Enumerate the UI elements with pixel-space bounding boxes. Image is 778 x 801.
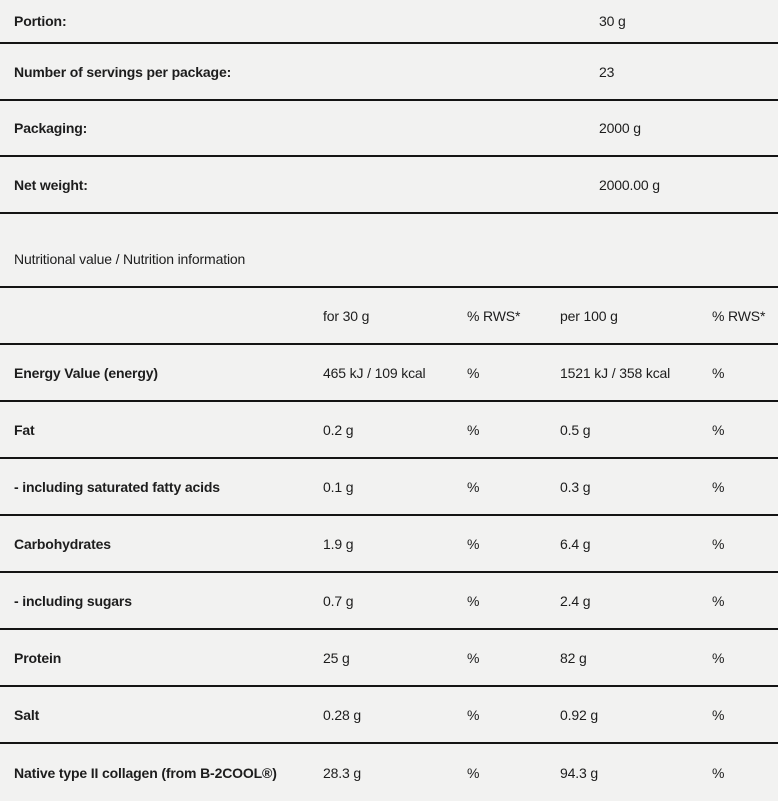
nutrient-rws-100g: % (712, 364, 725, 381)
nutrient-label: Energy Value (energy) (14, 364, 158, 381)
nutrient-value-per-portion: 25 g (323, 649, 350, 666)
nutrition-header-row (0, 288, 778, 345)
section-gap (0, 214, 778, 231)
nutrient-rws-100g: % (712, 478, 725, 495)
nutrient-rws-portion: % (467, 706, 480, 723)
nutrient-rws-100g: % (712, 421, 725, 438)
nutrient-rws-portion: % (467, 649, 480, 666)
nutrient-label: Salt (14, 706, 40, 723)
info-label: Number of servings per package: (14, 63, 232, 80)
nutrient-label: Protein (14, 649, 62, 666)
nutrition-row-protein (0, 630, 778, 687)
nutrition-row-sugars (0, 573, 778, 630)
info-value: 30 g (599, 13, 626, 29)
nutrient-rws-portion: % (467, 478, 480, 495)
info-value: 23 (599, 63, 615, 80)
nutrient-rws-portion: % (467, 535, 480, 552)
nutrient-rws-portion: % (467, 764, 480, 781)
nutrition-row-salt (0, 687, 778, 744)
nutrient-value-per-100g: 1521 kJ / 358 kcal (560, 364, 671, 381)
nutrient-rws-100g: % (712, 649, 725, 666)
nutrient-rws-100g: % (712, 706, 725, 723)
info-value: 2000.00 g (599, 176, 660, 193)
nutrition-row-collagen (0, 744, 778, 801)
nutrient-value-per-portion: 465 kJ / 109 kcal (323, 364, 426, 381)
nutrition-section-title: Nutritional value / Nutrition information (14, 250, 246, 267)
nutrient-label: Carbohydrates (14, 535, 111, 552)
nutrient-value-per-100g: 94.3 g (560, 764, 599, 781)
info-value: 2000 g (599, 120, 641, 136)
nutrient-rws-portion: % (467, 421, 480, 438)
nutrient-value-per-portion: 0.7 g (323, 592, 354, 609)
info-row (0, 157, 778, 214)
nutrient-value-per-portion: 28.3 g (323, 764, 362, 781)
nutrition-row-fat (0, 402, 778, 459)
nutrient-value-per-100g: 0.5 g (560, 421, 591, 438)
nutrient-value-per-portion: 0.28 g (323, 706, 362, 723)
nutrition-row-saturated-fat (0, 459, 778, 516)
nutrient-label: - including saturated fatty acids (14, 478, 220, 495)
info-row (0, 44, 778, 101)
info-row (0, 0, 778, 44)
nutrient-value-per-100g: 0.92 g (560, 706, 599, 723)
nutrient-rws-100g: % (712, 535, 725, 552)
info-row (0, 101, 778, 157)
nutrient-value-per-portion: 0.1 g (323, 478, 354, 495)
nutrient-label: Native type II collagen (from B-2COOL®) (14, 764, 277, 781)
nutrient-rws-100g: % (712, 592, 725, 609)
nutrient-value-per-100g: 2.4 g (560, 592, 591, 609)
nutrition-row-energy (0, 345, 778, 402)
column-header-per-portion: for 30 g (323, 307, 370, 324)
product-info-table (0, 0, 778, 214)
info-label: Packaging: (14, 120, 88, 136)
nutrient-value-per-100g: 6.4 g (560, 535, 591, 552)
nutrition-section-title-row (0, 231, 778, 288)
info-label: Portion: (14, 13, 67, 29)
nutrient-value-per-portion: 1.9 g (323, 535, 354, 552)
column-header-rws-portion: % RWS* (467, 307, 521, 324)
nutrient-label: - including sugars (14, 592, 132, 609)
nutrient-rws-portion: % (467, 592, 480, 609)
nutrient-value-per-100g: 82 g (560, 649, 587, 666)
nutrition-row-carbohydrates (0, 516, 778, 573)
nutrient-rws-portion: % (467, 364, 480, 381)
nutrition-table (0, 231, 778, 801)
column-header-per-100g: per 100 g (560, 307, 618, 324)
info-label: Net weight: (14, 176, 88, 193)
nutrient-value-per-portion: 0.2 g (323, 421, 354, 438)
column-header-rws-100g: % RWS* (712, 307, 766, 324)
nutrient-value-per-100g: 0.3 g (560, 478, 591, 495)
nutrient-label: Fat (14, 421, 35, 438)
nutrient-rws-100g: % (712, 764, 725, 781)
